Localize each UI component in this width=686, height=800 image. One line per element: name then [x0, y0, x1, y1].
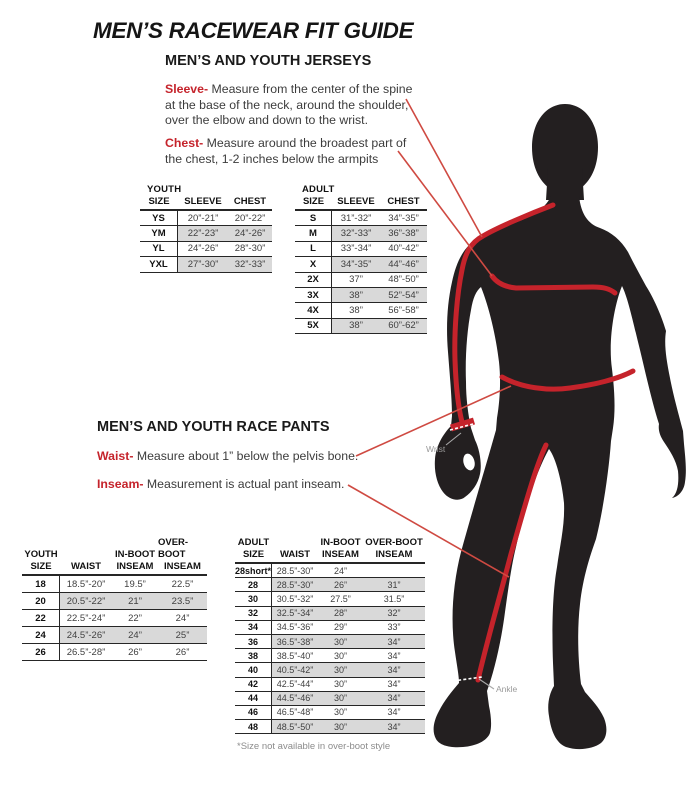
value-cell: 20”-22” — [234, 212, 266, 224]
table-body — [295, 211, 427, 334]
value-cell: 40”-42” — [388, 243, 419, 255]
value-cell: 38” — [349, 305, 363, 317]
table-label: ADULT — [302, 184, 335, 195]
pants-heading: MEN’S AND YOUTH RACE PANTS — [97, 419, 330, 435]
size-cell: 4X — [295, 303, 332, 317]
value-cell: 32”-33” — [332, 226, 380, 240]
value-cell: 22” — [128, 612, 142, 624]
inseam-text: Measurement is actual pant inseam. — [143, 477, 345, 491]
ankle-label: Ankle — [496, 684, 518, 694]
table-row — [235, 649, 425, 663]
size-cell: 40 — [235, 663, 272, 676]
size-cell: 20 — [22, 593, 60, 609]
value-cell: 30.5”-32” — [276, 593, 314, 604]
value-cell: 25” — [158, 627, 207, 643]
table-header — [235, 537, 425, 564]
size-cell: 22 — [22, 610, 60, 626]
column-header: OVER-BOOT INSEAM — [365, 537, 423, 560]
chest-instruction — [165, 136, 417, 167]
waist-instruction — [97, 449, 358, 465]
value-cell: 30” — [333, 707, 347, 718]
value-cell: 22.5” — [171, 578, 194, 590]
table-row — [295, 257, 427, 272]
value-cell: 27.5” — [330, 593, 351, 604]
value-cell: 36.5”-38” — [272, 635, 318, 648]
table-row — [22, 610, 207, 627]
value-cell: 22.5”-24” — [66, 612, 106, 624]
value-cell: 34.5”-36” — [276, 622, 314, 633]
table-row — [295, 242, 427, 257]
silhouette-neck — [546, 168, 584, 200]
table-body — [22, 576, 207, 661]
size-cell: 44 — [235, 692, 272, 705]
value-cell: 30” — [318, 692, 363, 705]
value-cell: 46.5”-48” — [276, 707, 314, 718]
value-cell: 34” — [387, 707, 401, 718]
table-row — [22, 593, 207, 610]
table-row — [22, 644, 207, 661]
wrist-label: Wrist — [426, 444, 446, 454]
value-cell: 36”-38” — [380, 226, 427, 240]
size-cell: 38 — [235, 649, 272, 662]
value-cell: 56”-58” — [388, 305, 419, 317]
value-cell: 34” — [363, 663, 425, 676]
value-cell: 34” — [363, 720, 425, 733]
value-cell: 20”-21” — [187, 212, 219, 224]
size-cell: YM — [140, 226, 178, 240]
size-cell: YS — [140, 211, 178, 225]
table-row — [295, 226, 427, 241]
size-cell: X — [295, 257, 332, 271]
value-cell: 26” — [175, 646, 190, 658]
column-header: CHEST — [387, 196, 420, 207]
value-cell: 60”-62” — [380, 319, 427, 333]
value-cell: 24” — [333, 565, 347, 576]
value-cell: 38” — [332, 288, 380, 302]
value-cell: 37” — [349, 274, 363, 286]
value-cell: 30” — [318, 663, 363, 676]
value-cell: 22”-23” — [178, 226, 228, 240]
jerseys-heading: MEN’S AND YOUTH JERSEYS — [165, 53, 372, 69]
table-row — [295, 211, 427, 226]
value-cell: 33” — [387, 622, 401, 633]
value-cell: 48”-50” — [388, 274, 419, 286]
value-cell: 28”-30” — [234, 243, 266, 255]
size-cell: 32 — [235, 607, 272, 620]
value-cell: 24.5”-26” — [60, 627, 112, 643]
value-cell: 40.5”-42” — [272, 663, 318, 676]
silhouette-body — [434, 196, 686, 749]
table-row — [235, 635, 425, 649]
waist-text: Measure about 1” below the pelvis bone. — [133, 449, 359, 463]
value-cell: 30” — [318, 635, 363, 648]
table-row — [235, 564, 425, 578]
column-header: ADULT SIZE — [237, 537, 270, 560]
value-cell: 26.5”-28” — [66, 646, 106, 658]
table-row — [235, 607, 425, 621]
value-cell: 26” — [318, 578, 363, 591]
table-row — [235, 621, 425, 635]
size-cell: 34 — [235, 621, 272, 634]
size-cell: 3X — [295, 288, 332, 302]
value-cell: 52”-54” — [380, 288, 427, 302]
value-cell: 34”-35” — [388, 212, 419, 224]
column-header: SLEEVE — [184, 196, 222, 207]
value-cell: 24” — [175, 612, 190, 624]
size-cell: YL — [140, 242, 178, 256]
column-header: SIZE — [302, 196, 325, 207]
size-cell: 28short* — [235, 565, 272, 576]
table-row — [235, 706, 425, 720]
table-row — [235, 592, 425, 606]
column-header: WAIST — [279, 549, 311, 560]
size-cell: 26 — [22, 644, 60, 660]
value-cell: 34” — [387, 679, 401, 690]
table-row — [295, 303, 427, 318]
value-cell: 28.5”-30” — [276, 565, 314, 576]
value-cell: 19.5” — [124, 578, 146, 590]
size-cell: 42 — [235, 678, 272, 691]
value-cell: 21” — [112, 593, 158, 609]
column-header: OVER-BOOT INSEAM — [158, 537, 201, 572]
value-cell: 34” — [363, 635, 425, 648]
value-cell: 23.5” — [158, 593, 207, 609]
size-cell: 36 — [235, 635, 272, 648]
table-row — [295, 288, 427, 303]
value-cell: 27”-30” — [178, 257, 228, 271]
table-row — [22, 576, 207, 593]
column-header: SLEEVE — [337, 196, 375, 207]
adult-jersey-table — [295, 183, 427, 334]
value-cell: 24”-26” — [228, 226, 272, 240]
chest-term: Chest- — [165, 136, 204, 150]
table-row — [140, 211, 272, 226]
waist-term: Waist- — [97, 449, 134, 463]
value-cell: 32”-33” — [228, 257, 272, 271]
table-body — [140, 211, 272, 273]
size-cell: 24 — [22, 627, 60, 643]
size-cell: M — [295, 226, 332, 240]
size-cell: 48 — [235, 720, 272, 733]
column-header: CHEST — [233, 196, 267, 207]
size-cell: 5X — [295, 319, 332, 333]
size-cell: L — [295, 242, 332, 256]
table-row — [235, 692, 425, 706]
column-header: IN-BOOT INSEAM — [320, 537, 361, 560]
table-header — [22, 537, 207, 576]
adult-pants-table — [235, 537, 425, 734]
value-cell: 18.5”-20” — [66, 578, 106, 590]
value-cell: 42.5”-44” — [276, 679, 314, 690]
value-cell: 33”-34” — [340, 243, 372, 255]
value-cell: 34” — [387, 650, 401, 661]
sleeve-term: Sleeve- — [165, 82, 209, 96]
right-hand-gap — [660, 461, 672, 479]
chest-text: Measure around the broadest part of the chest, 1-2 inches below the armpits — [165, 136, 407, 166]
size-cell: 18 — [22, 576, 60, 592]
value-cell: 34” — [363, 692, 425, 705]
value-cell: 28” — [318, 607, 363, 620]
value-cell: 24” — [112, 627, 158, 643]
table-label: YOUTH — [147, 184, 182, 195]
inseam-term: Inseam- — [97, 477, 144, 491]
value-cell: 28.5”-30” — [272, 578, 318, 591]
column-header: YOUTH SIZE — [24, 549, 58, 572]
table-row — [295, 273, 427, 288]
table-row — [235, 578, 425, 592]
value-cell: 48.5”-50” — [272, 720, 318, 733]
table-row — [22, 627, 207, 644]
value-cell — [363, 564, 425, 577]
value-cell: 20.5”-22” — [60, 593, 112, 609]
column-header: WAIST — [70, 561, 102, 572]
table-row — [235, 720, 425, 734]
sleeve-text: Measure from the center of the spine at the base of the neck, around the shoulder, over the elbow and down to the wrist. — [165, 82, 413, 127]
value-cell: 38.5”-40” — [276, 650, 314, 661]
value-cell: 30” — [333, 650, 347, 661]
table-row — [140, 257, 272, 272]
size-cell: 28 — [235, 578, 272, 591]
size-cell: YXL — [140, 257, 178, 271]
size-cell: 30 — [235, 592, 272, 605]
size-cell: 46 — [235, 706, 272, 719]
column-header: IN-BOOT INSEAM — [114, 549, 156, 572]
table-row — [235, 663, 425, 677]
size-cell: S — [295, 211, 332, 225]
table-row — [140, 242, 272, 257]
value-cell: 31.5” — [383, 593, 405, 604]
value-cell: 30” — [318, 720, 363, 733]
value-cell: 44”-46” — [380, 257, 427, 271]
table-row — [235, 678, 425, 692]
value-cell: 29” — [333, 622, 347, 633]
table-row — [140, 226, 272, 241]
value-cell: 34”-35” — [332, 257, 380, 271]
value-cell: 26” — [128, 646, 142, 658]
size-cell: 2X — [295, 273, 332, 287]
size-footnote: *Size not available in over-boot style — [237, 741, 391, 752]
value-cell: 32.5”-34” — [272, 607, 318, 620]
sleeve-instruction — [165, 82, 425, 129]
youth-pants-table — [22, 537, 207, 661]
table-row — [295, 319, 427, 334]
value-cell: 24”-26” — [187, 243, 219, 255]
youth-jersey-table — [140, 183, 272, 273]
inseam-instruction — [97, 477, 344, 493]
value-cell: 44.5”-46” — [272, 692, 318, 705]
value-cell: 31”-32” — [340, 212, 372, 224]
value-cell: 30” — [333, 679, 347, 690]
value-cell: 38” — [332, 319, 380, 333]
page-title: MEN’S RACEWEAR FIT GUIDE — [93, 18, 414, 43]
value-cell: 32” — [363, 607, 425, 620]
table-body — [235, 564, 425, 734]
value-cell: 31” — [363, 578, 425, 591]
column-header: SIZE — [148, 196, 170, 207]
table-header — [140, 196, 272, 211]
table-header — [295, 196, 427, 211]
